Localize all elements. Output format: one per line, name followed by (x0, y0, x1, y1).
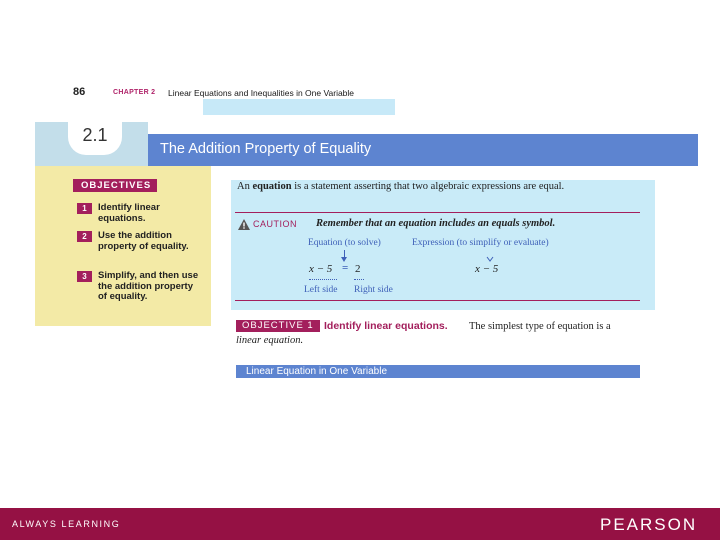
objective-1-title: Identify linear equations. (324, 320, 448, 332)
expression-label: Expression (to simplify or evaluate) (412, 238, 549, 248)
right-side-underline (354, 279, 364, 281)
objective-text-2: Use the addition property of equality. (98, 230, 189, 252)
chapter-title: Linear Equations and Inequalities in One Variable (168, 88, 355, 98)
left-side-label: Left side (304, 285, 338, 295)
caution-divider-bottom (235, 300, 640, 301)
linear-equation-heading: Linear Equation in One Variable (236, 365, 640, 378)
equation-equals: = (342, 262, 349, 274)
right-side-label: Right side (354, 285, 393, 295)
objective-text-3: Simplify, and then use the addition property of equality. (98, 270, 199, 302)
warning-icon (238, 219, 250, 230)
objective-1-text: The simplest type of equation is a (469, 321, 611, 332)
expression-arrow-icon (486, 256, 494, 262)
objective-number-2: 2 (77, 231, 92, 242)
chapter-label: CHAPTER 2 (113, 89, 156, 96)
footer-tagline: ALWAYS LEARNING (12, 519, 121, 529)
objective-number-3: 3 (77, 271, 92, 282)
publisher-logo: PEARSON (600, 515, 698, 534)
objectives-header: OBJECTIVES (73, 179, 157, 192)
expression: x − 5 (475, 263, 499, 275)
equation-rhs: 2 (355, 263, 361, 275)
caution-label: CAUTION (253, 219, 297, 229)
definition-post: is a statement asserting that two algebraic expressions are equal. (291, 181, 565, 192)
definition-pre: An (237, 181, 253, 192)
equation-lhs: x − 5 (309, 263, 333, 275)
objective-1-badge: OBJECTIVE 1 (236, 320, 320, 332)
page-number: 86 (73, 86, 86, 98)
section-number: 2.1 (82, 125, 108, 145)
objective-number-1: 1 (77, 203, 92, 214)
caution-text: Remember that an equation includes an equals symbol. (316, 218, 556, 229)
section-title: The Addition Property of Equality (160, 141, 372, 157)
caution-divider-top (235, 212, 640, 213)
objective-1-text-continued: linear equation. (236, 335, 304, 346)
header-highlight (203, 99, 395, 115)
definition-text (237, 181, 564, 192)
objective-text-1: Identify linear equations. (98, 202, 160, 224)
left-side-underline (309, 279, 337, 281)
definition-term: equation (252, 181, 292, 192)
equation-label: Equation (to solve) (308, 238, 381, 248)
